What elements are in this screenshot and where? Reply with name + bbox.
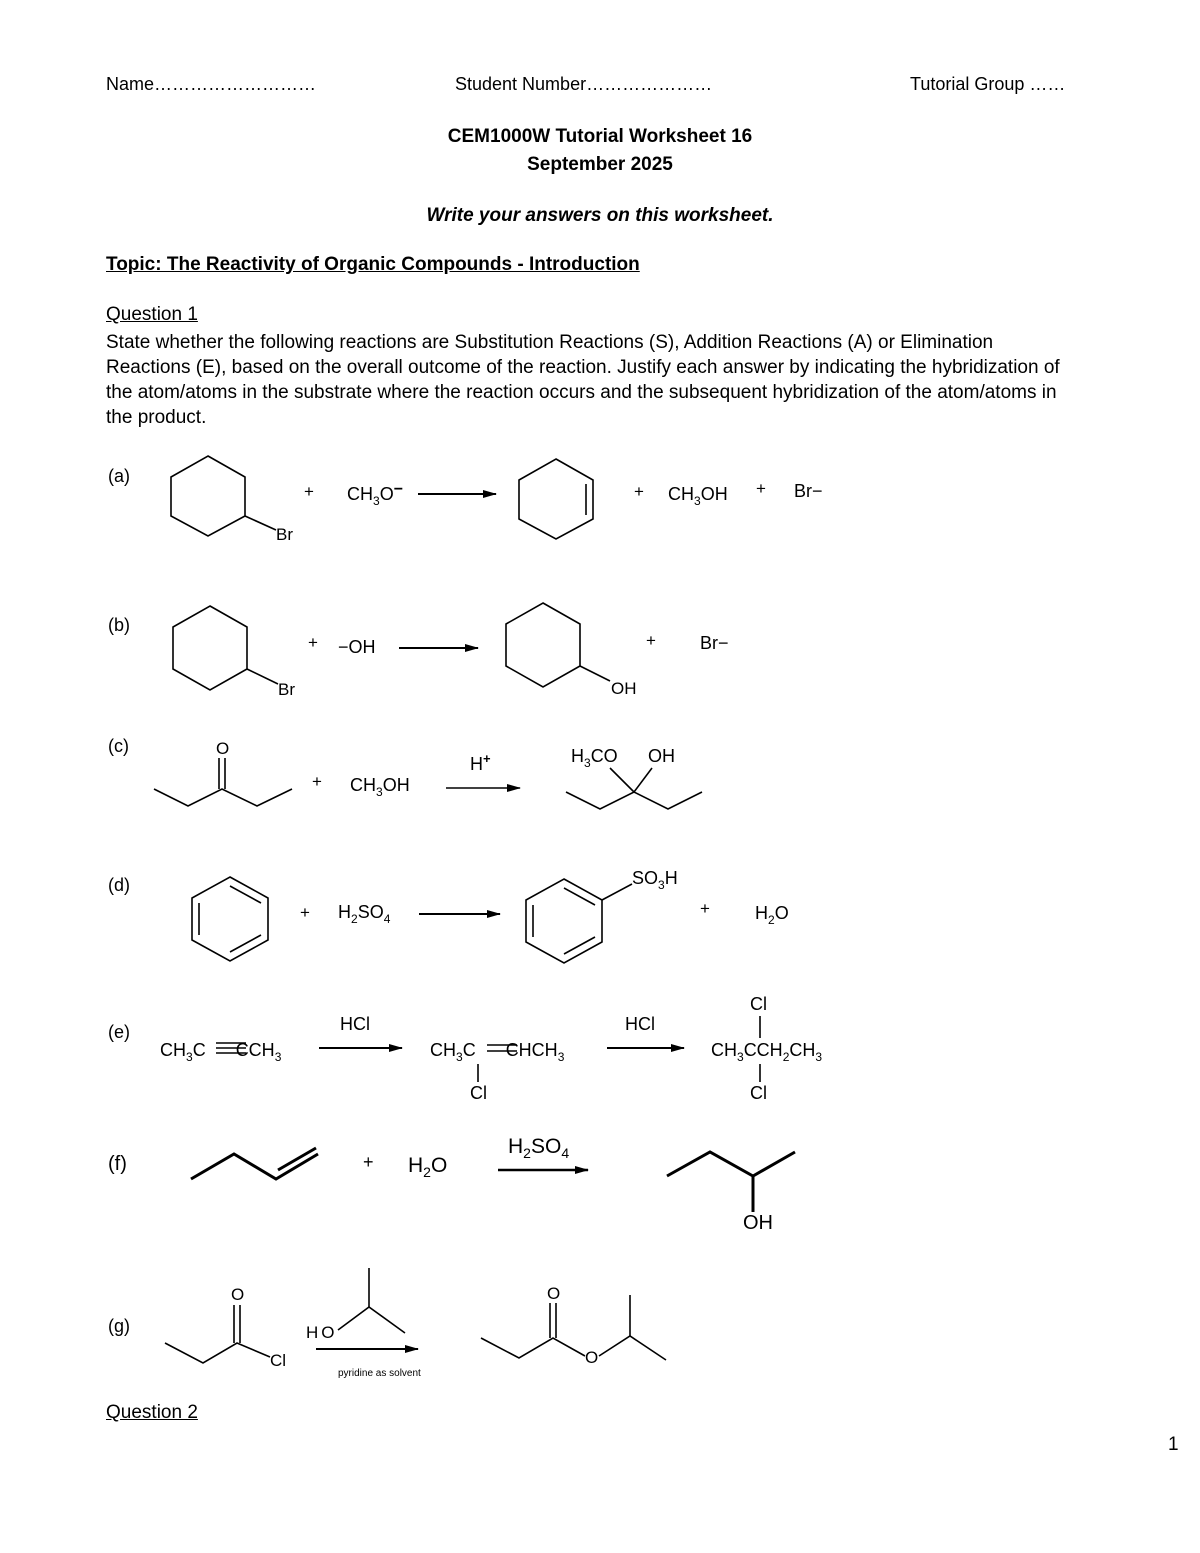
reaction-e-reagent-1: HCl <box>340 1014 370 1034</box>
reaction-b-reagent: −OH <box>338 637 376 657</box>
page-number: 1 <box>1168 1434 1179 1455</box>
reaction-g-cl: Cl <box>270 1351 287 1370</box>
reaction-g-ester-o: O <box>585 1348 599 1367</box>
reaction-f <box>191 1148 795 1212</box>
reaction-d-product-2: $H_2O$ <box>755 903 789 927</box>
reaction-d-label: (d) <box>108 875 130 895</box>
question-1-heading: Question 1 <box>106 304 198 325</box>
worksheet-title: CEM1000W Tutorial Worksheet 16 <box>447 126 753 147</box>
reaction-f-label: (f) <box>108 1153 127 1175</box>
benzene-ring <box>192 877 268 961</box>
worksheet-date: September 2025 <box>527 154 673 175</box>
reaction-d-so3h: $SO_3H$ <box>632 868 678 892</box>
benzene-ring <box>526 879 602 963</box>
reaction-d-plus-2: + <box>700 899 710 918</box>
reaction-e-cl-bottom: Cl <box>750 1083 767 1103</box>
reaction-f-plus: + <box>363 1152 374 1172</box>
reaction-e-start: $CH_3C$ $CCH_3$ <box>160 1040 282 1064</box>
reaction-c-o: O <box>216 739 230 758</box>
question-2-heading: Question 2 <box>106 1402 198 1423</box>
reaction-c <box>154 758 702 809</box>
reaction-b-oh: OH <box>611 679 637 698</box>
reaction-g-ho: HO <box>306 1323 338 1342</box>
worksheet-instruction: Write your answers on this worksheet. <box>426 205 774 226</box>
reaction-b-br: Br <box>278 680 295 699</box>
reaction-e-reagent-2: HCl <box>625 1014 655 1034</box>
tutorial-group-field: Tutorial Group …… <box>910 74 1066 94</box>
reaction-e-mid: $CH_3C$ $CHCH_3$ <box>430 1040 565 1064</box>
reaction-a-reagent: $CH_3O-$ <box>347 481 404 508</box>
reaction-f-reagent: $H_2O$ <box>408 1154 448 1180</box>
reaction-a-label: (a) <box>108 466 130 486</box>
reaction-a-product-3: Br− <box>794 481 823 501</box>
cyclohexane-ring <box>506 603 580 687</box>
cyclohexane-ring <box>171 456 245 536</box>
reaction-g-product-o: O <box>547 1284 561 1303</box>
reaction-b <box>173 603 610 690</box>
reaction-g-label: (g) <box>108 1316 130 1336</box>
reaction-d <box>192 877 632 963</box>
reaction-c-h3co: $H_3CO$ <box>571 746 618 770</box>
reaction-c-plus: + <box>312 772 322 791</box>
cyclohexane-ring <box>173 606 247 690</box>
reaction-f-catalyst: $H_2SO_4$ <box>508 1135 570 1161</box>
question-1-text: State whether the following reactions are Substitution Reactions (S), Addition Reactions (A) or Elimination Reactions (E), based on the overall outcome of the reaction. Justify each answer by indicating the hybridization of the atom/atoms in the substrate where the reaction occurs and the subsequent hybridization of the atom/atoms in the product. <box>106 332 1060 428</box>
reaction-b-label: (b) <box>108 615 130 635</box>
reaction-g-o: O <box>231 1285 245 1304</box>
reaction-c-label: (c) <box>108 736 129 756</box>
reaction-e-cl-1: Cl <box>470 1083 487 1103</box>
reaction-f-oh: OH <box>743 1212 773 1234</box>
reaction-a-br: Br <box>276 525 293 544</box>
reaction-e-cl-top: Cl <box>750 994 767 1014</box>
student-number-field: Student Number………………… <box>455 74 713 94</box>
reaction-a-plus-1: + <box>304 482 314 501</box>
reaction-e-label: (e) <box>108 1022 130 1042</box>
reaction-a-plus-3: + <box>756 479 766 498</box>
name-field: Name……………………… <box>106 74 317 94</box>
reaction-b-product-2: Br− <box>700 633 729 653</box>
reaction-c-catalyst: H+ <box>470 751 491 774</box>
reaction-g-condition: pyridine as solvent <box>338 1368 421 1379</box>
reaction-d-reagent: $H_2SO_4$ <box>338 902 391 926</box>
reaction-a-product-2: $CH_3OH$ <box>668 484 728 508</box>
reaction-c-oh: OH <box>648 746 675 766</box>
reaction-e-end: $CH_3CCH_2CH_3$ <box>711 1040 823 1064</box>
reaction-c-reagent: $CH_3OH$ <box>350 775 410 799</box>
topic-heading: Topic: The Reactivity of Organic Compounds - Introduction <box>106 254 640 275</box>
reaction-d-plus-1: + <box>300 903 310 922</box>
reaction-b-plus-1: + <box>308 633 318 652</box>
reaction-b-plus-2: + <box>646 631 656 650</box>
reaction-a-plus-2: + <box>634 482 644 501</box>
reaction-e <box>216 1016 760 1082</box>
cyclohexene-ring <box>519 459 593 539</box>
